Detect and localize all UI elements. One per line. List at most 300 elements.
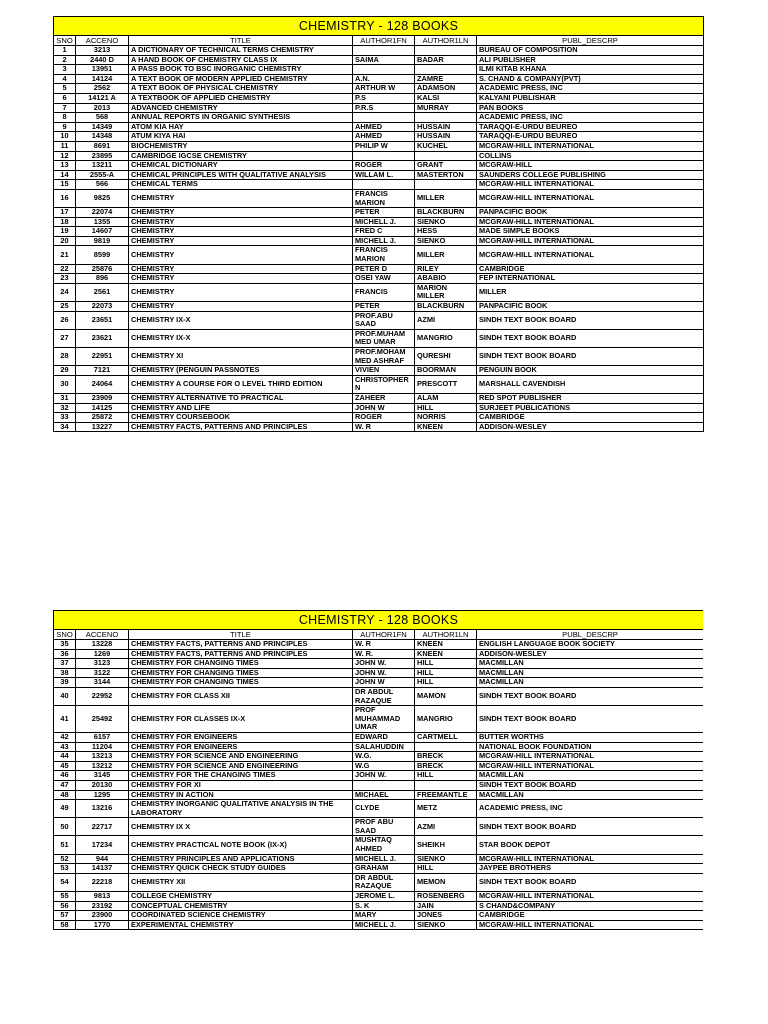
sno-cell: 41 — [54, 706, 76, 733]
acceno-cell: 13951 — [76, 65, 129, 75]
title-cell: A PASS BOOK TO BSC INORGANIC CHEMISTRY — [129, 65, 353, 75]
table-row — [54, 283, 704, 301]
title-cell: ATUM KIYA HAI — [129, 132, 353, 142]
table-row — [54, 790, 704, 800]
publisher-cell: SAUNDERS COLLEGE PUBLISHING — [477, 170, 704, 180]
publisher-cell: PANPACIFIC BOOK — [477, 302, 704, 312]
author-first-name-cell: W. R. — [353, 649, 415, 659]
title-cell: CHEMISTRY FOR CHANGING TIMES — [129, 659, 353, 669]
title-cell: CHEMISTRY FACTS, PATTERNS AND PRINCIPLES — [129, 422, 353, 432]
author-last-name-cell: SIENKO — [415, 217, 477, 227]
table-row — [54, 403, 704, 413]
publisher-cell: MCGRAW-HILL INTERNATIONAL — [477, 189, 704, 207]
title-cell: CHEMISTRY IX-X — [129, 329, 353, 347]
acceno-cell: 9819 — [76, 236, 129, 246]
table-row — [54, 761, 704, 771]
sno-cell: 11 — [54, 141, 76, 151]
acceno-cell: 22073 — [76, 302, 129, 312]
table-row — [54, 246, 704, 264]
column-header: ACCENO — [76, 630, 129, 640]
column-header: SNO — [54, 630, 76, 640]
title-cell: CHEMISTRY INORGANIC QUALITATIVE ANALYSIS IN THE LABORATORY — [129, 800, 353, 818]
acceno-cell: 1295 — [76, 790, 129, 800]
sno-cell: 56 — [54, 901, 76, 911]
acceno-cell: 23909 — [76, 393, 129, 403]
author-first-name-cell: PROF MUHAMMAD UMAR — [353, 706, 415, 733]
acceno-cell: 25876 — [76, 264, 129, 274]
author-first-name-cell: ROGER — [353, 161, 415, 171]
acceno-cell: 20130 — [76, 780, 129, 790]
author-first-name-cell: JOHN W. — [353, 659, 415, 669]
publisher-cell: MARSHALL CAVENDISH — [477, 375, 704, 393]
author-last-name-cell: HUSSAIN — [415, 132, 477, 142]
books-table — [53, 16, 704, 432]
author-last-name-cell — [415, 113, 477, 123]
publisher-cell: BUREAU OF COMPOSITION — [477, 46, 704, 56]
title-cell: CHEMISTRY IN ACTION — [129, 790, 353, 800]
publisher-cell: MACMILLAN — [477, 659, 704, 669]
publisher-cell: STAR BOOK DEPOT — [477, 836, 704, 854]
acceno-cell: 14348 — [76, 132, 129, 142]
author-last-name-cell: MANGRIO — [415, 329, 477, 347]
sno-cell: 23 — [54, 274, 76, 284]
sno-cell: 13 — [54, 161, 76, 171]
title-cell: CHEMISTRY FOR ENGINEERS — [129, 742, 353, 752]
table-row — [54, 93, 704, 103]
sheet-title: CHEMISTRY - 128 BOOKS — [54, 611, 704, 630]
publisher-cell: ILMI KITAB KHANA — [477, 65, 704, 75]
author-last-name-cell: ZAMRE — [415, 74, 477, 84]
publisher-cell: SURJEET PUBLICATIONS — [477, 403, 704, 413]
table-row — [54, 640, 704, 650]
author-last-name-cell: MARION MILLER — [415, 283, 477, 301]
author-last-name-cell: KNEEN — [415, 422, 477, 432]
title-cell: CHEMISTRY — [129, 217, 353, 227]
author-first-name-cell: MICHAEL — [353, 790, 415, 800]
author-last-name-cell: ABABIO — [415, 274, 477, 284]
acceno-cell: 25872 — [76, 413, 129, 423]
table-row — [54, 274, 704, 284]
publisher-cell: SINDH TEXT BOOK BOARD — [477, 818, 704, 836]
author-last-name-cell: GRANT — [415, 161, 477, 171]
author-first-name-cell: PROF ABU SAAD — [353, 818, 415, 836]
sno-cell: 4 — [54, 74, 76, 84]
author-first-name-cell: PETER D — [353, 264, 415, 274]
table-row — [54, 311, 704, 329]
table-row — [54, 422, 704, 432]
table-row — [54, 864, 704, 874]
author-last-name-cell: KUCHEL — [415, 141, 477, 151]
acceno-cell: 8691 — [76, 141, 129, 151]
author-first-name-cell: EDWARD — [353, 732, 415, 742]
title-cell: CHEMISTRY FOR CLASS XII — [129, 687, 353, 705]
column-header: AUTHOR1LN — [415, 630, 477, 640]
sno-cell: 20 — [54, 236, 76, 246]
table-row — [54, 836, 704, 854]
publisher-cell: MCGRAW-HILL — [477, 161, 704, 171]
title-cell: CHEMISTRY — [129, 302, 353, 312]
publisher-cell: COLLINS — [477, 151, 704, 161]
title-cell: CAMBRIDGE IGCSE CHEMISTRY — [129, 151, 353, 161]
sno-cell: 49 — [54, 800, 76, 818]
author-last-name-cell: BRECK — [415, 761, 477, 771]
acceno-cell: 13227 — [76, 422, 129, 432]
title-cell: CHEMICAL PRINCIPLES WITH QUALITATIVE ANALYSIS — [129, 170, 353, 180]
author-first-name-cell: ZAHEER — [353, 393, 415, 403]
acceno-cell: 23895 — [76, 151, 129, 161]
sno-cell: 52 — [54, 854, 76, 864]
acceno-cell: 14607 — [76, 227, 129, 237]
author-first-name-cell: GRAHAM — [353, 864, 415, 874]
author-first-name-cell: AHMED — [353, 132, 415, 142]
title-cell: A TEXT BOOK OF MODERN APPLIED CHEMISTRY — [129, 74, 353, 84]
author-last-name-cell: RILEY — [415, 264, 477, 274]
author-first-name-cell — [353, 180, 415, 190]
acceno-cell: 7121 — [76, 366, 129, 376]
acceno-cell: 23192 — [76, 901, 129, 911]
table-row — [54, 46, 704, 56]
title-cell: CHEMISTRY (PENGUIN PASSNOTES — [129, 366, 353, 376]
acceno-cell: 23900 — [76, 911, 129, 921]
author-last-name-cell: HILL — [415, 864, 477, 874]
author-first-name-cell: PHILIP W — [353, 141, 415, 151]
publisher-cell: KALYANI PUBLISHAR — [477, 93, 704, 103]
author-first-name-cell: PETER — [353, 208, 415, 218]
author-last-name-cell: MANGRIO — [415, 706, 477, 733]
title-cell: CHEMISTRY — [129, 208, 353, 218]
acceno-cell: 24064 — [76, 375, 129, 393]
author-last-name-cell — [415, 742, 477, 752]
author-last-name-cell: MEMON — [415, 873, 477, 891]
author-first-name-cell: WILLAM L. — [353, 170, 415, 180]
sno-cell: 7 — [54, 103, 76, 113]
author-first-name-cell: MICHELL J. — [353, 854, 415, 864]
title-cell: CHEMISTRY FOR CLASSES IX-X — [129, 706, 353, 733]
table-row — [54, 217, 704, 227]
table-row — [54, 227, 704, 237]
author-last-name-cell — [415, 46, 477, 56]
author-last-name-cell: MILLER — [415, 246, 477, 264]
table-row — [54, 732, 704, 742]
table-row — [54, 687, 704, 705]
sno-cell: 21 — [54, 246, 76, 264]
sno-cell: 57 — [54, 911, 76, 921]
title-cell: CHEMISTRY FOR CHANGING TIMES — [129, 678, 353, 688]
acceno-cell: 11204 — [76, 742, 129, 752]
title-cell: CHEMISTRY — [129, 246, 353, 264]
author-last-name-cell: JAIN — [415, 901, 477, 911]
sno-cell: 33 — [54, 413, 76, 423]
publisher-cell: PAN BOOKS — [477, 103, 704, 113]
publisher-cell: ALI PUBLISHER — [477, 55, 704, 65]
publisher-cell: TARAQQI-E-URDU BEUREO — [477, 132, 704, 142]
author-last-name-cell: SIENKO — [415, 236, 477, 246]
table-row — [54, 84, 704, 94]
publisher-cell: FEP INTERNATIONAL — [477, 274, 704, 284]
author-first-name-cell: FRANCIS — [353, 283, 415, 301]
sno-cell: 48 — [54, 790, 76, 800]
author-first-name-cell: DR ABDUL RAZAQUE — [353, 873, 415, 891]
acceno-cell: 2013 — [76, 103, 129, 113]
acceno-cell: 6157 — [76, 732, 129, 742]
publisher-cell: MACMILLAN — [477, 678, 704, 688]
sno-cell: 15 — [54, 180, 76, 190]
header-row — [54, 36, 704, 46]
title-cell: A HAND BOOK OF CHEMISTRY CLASS IX — [129, 55, 353, 65]
author-first-name-cell: FRED C — [353, 227, 415, 237]
acceno-cell: 13213 — [76, 752, 129, 762]
sno-cell: 36 — [54, 649, 76, 659]
books-table — [53, 610, 703, 930]
author-first-name-cell: MUSHTAQ AHMED — [353, 836, 415, 854]
publisher-cell: MCGRAW-HILL INTERNATIONAL — [477, 236, 704, 246]
sheet-title: CHEMISTRY - 128 BOOKS — [54, 17, 704, 36]
table-row — [54, 74, 704, 84]
table-row — [54, 659, 704, 669]
title-cell: CHEMISTRY IX-X — [129, 311, 353, 329]
table-row — [54, 393, 704, 403]
author-last-name-cell: KALSI — [415, 93, 477, 103]
author-last-name-cell: ROSENBERG — [415, 892, 477, 902]
acceno-cell: 13216 — [76, 800, 129, 818]
author-first-name-cell: CHRISTOPHER N — [353, 375, 415, 393]
author-first-name-cell: JOHN W. — [353, 771, 415, 781]
acceno-cell: 22951 — [76, 348, 129, 366]
title-cell: CHEMISTRY — [129, 264, 353, 274]
acceno-cell: 13228 — [76, 640, 129, 650]
author-first-name-cell: OSEI YAW — [353, 274, 415, 284]
title-cell: CHEMISTRY FACTS, PATTERNS AND PRINCIPLES — [129, 649, 353, 659]
author-last-name-cell: HILL — [415, 678, 477, 688]
publisher-cell: PENGUIN BOOK — [477, 366, 704, 376]
author-first-name-cell: W.G. — [353, 752, 415, 762]
table-row — [54, 132, 704, 142]
publisher-cell: MCGRAW-HILL INTERNATIONAL — [477, 180, 704, 190]
acceno-cell: 9825 — [76, 189, 129, 207]
title-cell: CHEMISTRY AND LIFE — [129, 403, 353, 413]
sno-cell: 54 — [54, 873, 76, 891]
publisher-cell: MCGRAW-HILL INTERNATIONAL — [477, 920, 704, 930]
title-cell: CHEMISTRY FOR ENGINEERS — [129, 732, 353, 742]
title-cell: CHEMISTRY FACTS, PATTERNS AND PRINCIPLES — [129, 640, 353, 650]
publisher-cell: MCGRAW-HILL INTERNATIONAL — [477, 761, 704, 771]
author-first-name-cell: PETER — [353, 302, 415, 312]
author-first-name-cell: FRANCIS MARION — [353, 189, 415, 207]
acceno-cell: 568 — [76, 113, 129, 123]
author-first-name-cell: VIVIEN — [353, 366, 415, 376]
title-cell: CHEMISTRY FOR SCIENCE AND ENGINEERING — [129, 752, 353, 762]
author-first-name-cell: S. K — [353, 901, 415, 911]
author-first-name-cell: W.G — [353, 761, 415, 771]
table-row — [54, 65, 704, 75]
publisher-cell: MCGRAW-HILL INTERNATIONAL — [477, 752, 704, 762]
author-first-name-cell — [353, 151, 415, 161]
table-row — [54, 113, 704, 123]
title-cell: A TEXTBOOK OF APPLIED CHEMISTRY — [129, 93, 353, 103]
author-first-name-cell — [353, 46, 415, 56]
author-last-name-cell — [415, 780, 477, 790]
publisher-cell: SINDH TEXT BOOK BOARD — [477, 687, 704, 705]
column-header: PUBL_DESCRP — [477, 630, 704, 640]
title-cell: COLLEGE CHEMISTRY — [129, 892, 353, 902]
sno-cell: 24 — [54, 283, 76, 301]
author-last-name-cell: SHEIKH — [415, 836, 477, 854]
author-first-name-cell: PROF.ABU SAAD — [353, 311, 415, 329]
acceno-cell: 22717 — [76, 818, 129, 836]
table-row — [54, 103, 704, 113]
author-last-name-cell: AZMI — [415, 818, 477, 836]
column-header: TITLE — [129, 630, 353, 640]
sno-cell: 5 — [54, 84, 76, 94]
publisher-cell: MCGRAW-HILL INTERNATIONAL — [477, 246, 704, 264]
table-row — [54, 122, 704, 132]
sno-cell: 1 — [54, 46, 76, 56]
sno-cell: 31 — [54, 393, 76, 403]
table-row — [54, 920, 704, 930]
publisher-cell: MILLER — [477, 283, 704, 301]
column-header: PUBL_DESCRP — [477, 36, 704, 46]
author-first-name-cell: P.R.S — [353, 103, 415, 113]
publisher-cell: CAMBRIDGE — [477, 911, 704, 921]
title-cell: EXPERIMENTAL CHEMISTRY — [129, 920, 353, 930]
title-cell: CHEMISTRY — [129, 227, 353, 237]
author-first-name-cell: PROF.MOHAM MED ASHRAF — [353, 348, 415, 366]
title-cell: ADVANCED CHEMISTRY — [129, 103, 353, 113]
author-last-name-cell: ADAMSON — [415, 84, 477, 94]
author-last-name-cell: ALAM — [415, 393, 477, 403]
acceno-cell: 2440 D — [76, 55, 129, 65]
title-cell: CHEMISTRY FOR THE CHANGING TIMES — [129, 771, 353, 781]
table-row — [54, 911, 704, 921]
author-last-name-cell — [415, 151, 477, 161]
table-row — [54, 329, 704, 347]
publisher-cell: MACMILLAN — [477, 668, 704, 678]
author-last-name-cell: MILLER — [415, 189, 477, 207]
table-row — [54, 873, 704, 891]
author-last-name-cell — [415, 65, 477, 75]
author-last-name-cell: QURESHI — [415, 348, 477, 366]
table-row — [54, 366, 704, 376]
catalog-sheet-1 — [53, 16, 703, 432]
publisher-cell: MCGRAW-HILL INTERNATIONAL — [477, 141, 704, 151]
sno-cell: 12 — [54, 151, 76, 161]
author-first-name-cell: CLYDE — [353, 800, 415, 818]
table-row — [54, 413, 704, 423]
acceno-cell: 944 — [76, 854, 129, 864]
title-cell: BIOCHEMISTRY — [129, 141, 353, 151]
acceno-cell: 1269 — [76, 649, 129, 659]
sno-cell: 55 — [54, 892, 76, 902]
publisher-cell: S. CHAND & COMPANY(PVT) — [477, 74, 704, 84]
author-last-name-cell: KNEEN — [415, 640, 477, 650]
author-last-name-cell: SIENKO — [415, 920, 477, 930]
title-cell: CHEMISTRY XI — [129, 348, 353, 366]
publisher-cell: CAMBRIDGE — [477, 264, 704, 274]
sno-cell: 47 — [54, 780, 76, 790]
author-last-name-cell: HILL — [415, 403, 477, 413]
table-row — [54, 892, 704, 902]
publisher-cell: MCGRAW-HILL INTERNATIONAL — [477, 217, 704, 227]
author-last-name-cell: BRECK — [415, 752, 477, 762]
author-last-name-cell: SIENKO — [415, 854, 477, 864]
acceno-cell: 22952 — [76, 687, 129, 705]
column-header: TITLE — [129, 36, 353, 46]
acceno-cell: 17234 — [76, 836, 129, 854]
publisher-cell: JAYPEE BROTHERS — [477, 864, 704, 874]
sno-cell: 50 — [54, 818, 76, 836]
acceno-cell: 896 — [76, 274, 129, 284]
author-first-name-cell: JOHN W — [353, 403, 415, 413]
sno-cell: 42 — [54, 732, 76, 742]
author-last-name-cell: BADAR — [415, 55, 477, 65]
author-first-name-cell: SALAHUDDIN — [353, 742, 415, 752]
table-row — [54, 151, 704, 161]
author-last-name-cell: METZ — [415, 800, 477, 818]
sno-cell: 17 — [54, 208, 76, 218]
title-cell: A DICTIONARY OF TECHNICAL TERMS CHEMISTRY — [129, 46, 353, 56]
sno-cell: 46 — [54, 771, 76, 781]
acceno-cell: 3145 — [76, 771, 129, 781]
title-cell: CHEMISTRY PRINCIPLES AND APPLICATIONS — [129, 854, 353, 864]
acceno-cell: 25492 — [76, 706, 129, 733]
sno-cell: 44 — [54, 752, 76, 762]
author-first-name-cell: JEROME L. — [353, 892, 415, 902]
column-header: AUTHOR1FN — [353, 36, 415, 46]
publisher-cell: ENGLISH LANGUAGE BOOK SOCIETY — [477, 640, 704, 650]
acceno-cell: 13212 — [76, 761, 129, 771]
table-row — [54, 780, 704, 790]
column-header: AUTHOR1FN — [353, 630, 415, 640]
author-last-name-cell: MASTERTON — [415, 170, 477, 180]
title-cell: CHEMISTRY — [129, 236, 353, 246]
author-last-name-cell: MURRAY — [415, 103, 477, 113]
title-cell: CHEMISTRY FOR CHANGING TIMES — [129, 668, 353, 678]
table-row — [54, 771, 704, 781]
title-cell: CHEMISTRY IX X — [129, 818, 353, 836]
author-first-name-cell: MARY — [353, 911, 415, 921]
acceno-cell: 8599 — [76, 246, 129, 264]
acceno-cell: 1770 — [76, 920, 129, 930]
author-first-name-cell: W. R — [353, 422, 415, 432]
title-cell: ATOM KIA HAY — [129, 122, 353, 132]
sno-cell: 19 — [54, 227, 76, 237]
author-first-name-cell: JOHN W. — [353, 668, 415, 678]
publisher-cell: MCGRAW-HILL INTERNATIONAL — [477, 854, 704, 864]
table-row — [54, 348, 704, 366]
sno-cell: 18 — [54, 217, 76, 227]
author-last-name-cell: NORRIS — [415, 413, 477, 423]
acceno-cell: 2555-A — [76, 170, 129, 180]
publisher-cell: SINDH TEXT BOOK BOARD — [477, 873, 704, 891]
author-first-name-cell: DR ABDUL RAZAQUE — [353, 687, 415, 705]
table-row — [54, 752, 704, 762]
publisher-cell: MCGRAW-HILL INTERNATIONAL — [477, 892, 704, 902]
table-row — [54, 264, 704, 274]
acceno-cell: 22218 — [76, 873, 129, 891]
table-row — [54, 375, 704, 393]
author-first-name-cell: JOHN W — [353, 678, 415, 688]
publisher-cell: SINDH TEXT BOOK BOARD — [477, 329, 704, 347]
table-row — [54, 208, 704, 218]
publisher-cell: SINDH TEXT BOOK BOARD — [477, 311, 704, 329]
sno-cell: 26 — [54, 311, 76, 329]
sno-cell: 25 — [54, 302, 76, 312]
publisher-cell: SINDH TEXT BOOK BOARD — [477, 706, 704, 733]
author-last-name-cell: KNEEN — [415, 649, 477, 659]
publisher-cell: S CHAND&COMPANY — [477, 901, 704, 911]
table-row — [54, 901, 704, 911]
sno-cell: 37 — [54, 659, 76, 669]
